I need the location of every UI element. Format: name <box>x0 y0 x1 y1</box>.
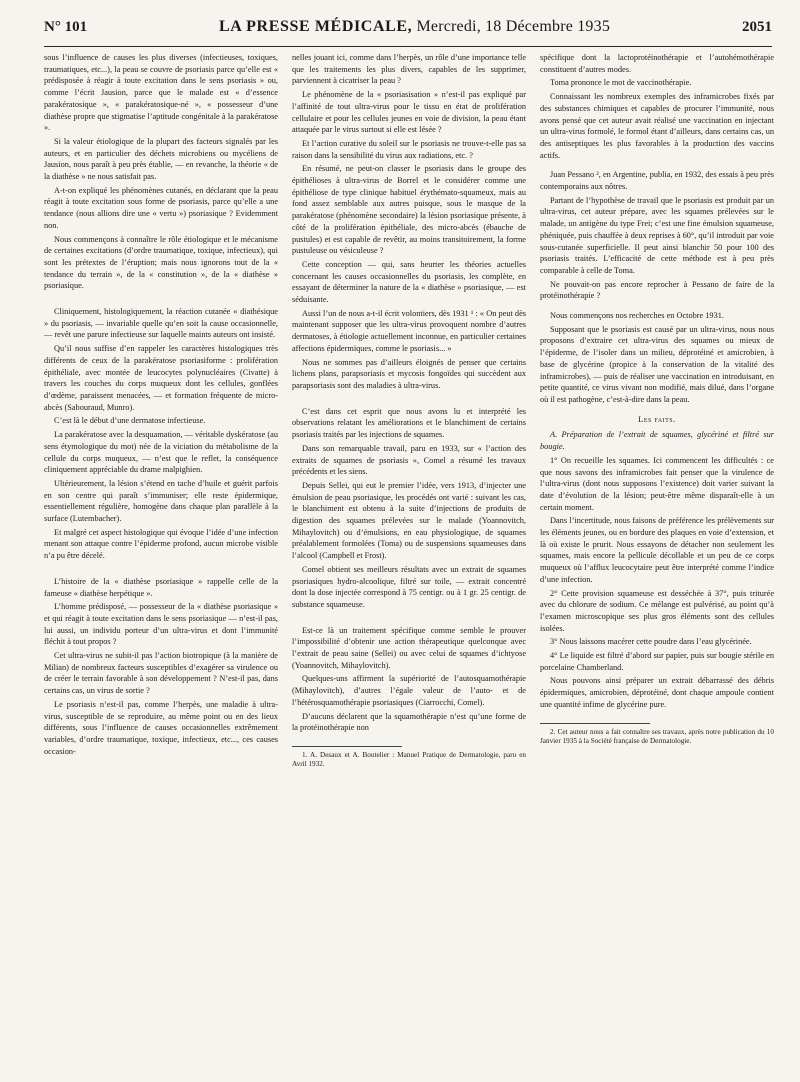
section-heading: Les faits. <box>638 414 676 424</box>
paragraph: Aussi l’un de nous a-t-il écrit volontiers, dès 1931 ¹ : « On peut dès maintenant supposer que les ultra-virus provoquent nombre d’autres dermatoses, à étiologie actuellement inconnue, en particulier certaines affections épidermiques, comme le psoriasis... » <box>292 308 526 353</box>
footnote: 1. A. Desaux et A. Boutelier : Manuel Pratique de Dermatologie, paru en Avril 1932. <box>292 750 526 769</box>
paragraph: sous l’influence de causes les plus diverses (infectieuses, toxiques, traumatiques, etc...), la peau se couvre de psoriasis parce qu’elle est « prédisposée à réagir à toute excitation dans le sens psoriasis » ou, comme l’écrit Jausion, parce que le malade est « d’essence parakératosique », « parakératosique-né », « possesseur d’une diathèse propre que stigmatise l’aptitude congénitale à la parakératose ». <box>44 53 278 133</box>
paragraph: Supposant que le psoriasis est causé par un ultra-virus, nous nous proposons d’extraire cet ultra-virus des squames ou mieux de l’épiderme, de l’isoler dans un milieu, déprotéiné et amicrobien, à base de glycérine (propice à la conservation de la vitalité des inframicrobes), — puis de réaliser une vaccination en introduisant, en petite quantité, ce virus vivant non modifié, mais dilué, dans l’organe où il est pathogène, c’est-à-dire dans la peau. <box>540 324 774 404</box>
paragraph: 4° Le liquide est filtré d’abord sur papier, puis sur bougie stérile en porcelaine Chamberland. <box>540 651 774 672</box>
footnote-divider <box>292 746 402 747</box>
paragraph: Cliniquement, histologiquement, la réaction cutanée « diathésique » du psoriasis, — invariable quelle qu’en soit la cause occasionnelle, — revêt une parure infectieuse sur laquelle maints auteurs ont insisté. <box>44 307 278 340</box>
article-columns <box>44 52 774 1074</box>
paragraph: Juan Pessano ², en Argentine, publia, en 1932, des essais à peu près contemporains aux nôtres. <box>540 170 774 192</box>
paragraph: Quelques-uns affirment la supériorité de l’autosquamothérapie (Mihaylovitch), d’autres l’égale valeur de l’auto- et de l’hétérosquamothérapie psoriasiques (Ciarrocchi, Comel). <box>292 674 526 707</box>
paragraph: Ne pouvait-on pas encore reprocher à Pessano de faire de la protéinothérapie ? <box>540 279 774 301</box>
paragraph: Cet ultra-virus ne subit-il pas l’action biotropique (à la manière de Milian) de nombreux facteurs susceptibles d’exagérer sa virulence ou de créer le terrain favorable à son développement ? N’est-il pas, dans certains cas, un virus de sortie ? <box>44 651 278 696</box>
paragraph: Dans son remarquable travail, paru en 1933, sur « l’action des extraits de squames de psoriasis », Comel a résumé les travaux précédents et les siens. <box>292 443 526 477</box>
paragraph: Et malgré cet aspect histologique qui évoque l’idée d’une infection menant son attaque contre l’épiderme profond, aucun microbe visible n’a pu être décelé. <box>44 527 278 561</box>
paragraph: Nous pouvons ainsi préparer un extrait débarrassé des débris épidermiques, amicrobien, déprotéiné, dont chaque ampoule contient une quantité infime de glycérine pure. <box>540 676 774 709</box>
paragraph: Cette conception — qui, sans heurter les théories actuelles concernant les causes occasionnelles du psoriasis, les complète, en essayant de déterminer la nature de la « diathèse » psoriasique, — est séduisante. <box>292 259 526 305</box>
subsection-heading: A. Préparation de l’extrait de squames, glycériné et filtré sur bougie. <box>540 430 774 452</box>
paragraph: Toma prononce le mot de vaccinothérapie. <box>550 78 692 88</box>
paragraph: C’est dans cet esprit que nous avons lu et interprété les observations relatant les améliorations et le blanchiment de certains psoriasis traités par les injections de squames. <box>292 406 526 440</box>
paragraph: Nous commençons nos recherches en Octobre 1931. <box>550 311 724 321</box>
paragraph: Dans l’incertitude, nous faisons de préférence les prélèvements sur les éléments jeunes, ou en bordure des plaques en voie d’extension, et là où existe le prurit. Nous essayons de détacher non seulement les squames, mais encore la pellicule décollable et un peu de ce corps muqueux où l’afflux leucocytaire peut être interprété comme l’indice d’une infection. <box>540 516 774 584</box>
paragraph: 3° Nous laissons macérer cette poudre dans l’eau glycérinée. <box>550 637 752 647</box>
issue-date: Mercredi, 18 Décembre 1935 <box>416 18 611 35</box>
paragraph: C’est là le début d’une dermatose infectieuse. <box>54 416 206 426</box>
paragraph: Le phénomène de la « psoriasisation » n’est-il pas expliqué par l’affinité de tout ultra-virus pour le tissu en état de prolifération cellulaire et pour les cellules jeunes en voie de division, la peau étant attaquée par le virus surtout si elle est lésée ? <box>292 90 526 135</box>
column-1 <box>44 52 278 1074</box>
issue-number: N° 101 <box>44 19 88 35</box>
paragraph: 2° Cette provision squameuse est desséchée à 37°, puis triturée avec du chlorure de sodium. Ce mélange est pulvérisé, au point qu’à l’examen microscopique ses plus gros éléments sont des cellules isolées. <box>540 588 774 633</box>
footnote-divider <box>540 723 650 724</box>
paragraph: L’homme prédisposé, — possesseur de la « diathèse psoriasique » et qui réagit à toute excitation dans le sens psoriasique — n’est-il pas, lui aussi, un individu porteur d’un ultra-virus et dont l’immunité fléchit à tout propos ? <box>44 602 278 647</box>
paragraph: Si la valeur étiologique de la plupart des facteurs signalés par les auteurs, et en particulier des déchets microbiens ou mycéliens de Jausion, nous paraît à peu près établie, — en revanche, la théorie « de la diathèse » ne nous satisfait pas. <box>44 136 278 182</box>
paragraph: 1° On recueille les squames. Ici commencent les difficultés : ce que nous savons des inframicrobes fait penser que la virulence de l’ultra-virus (dont nous supposons l’existence) doit varier suivant la date d’évolution de la lésion; peut-être même disparaît-elle à un certain moment. <box>540 455 774 512</box>
paragraph: Qu’il nous suffise d’en rappeler les caractères histologiques très différents de ceux de la parakératose psoriasiforme : prolifération épithéliale, avec montée de leucocytes polynucléaires (Civatte) à travers les couches du corps muqueux dont les cellules, gonflées d’œdème, paraissent menacées, — et formation fréquente de micro-abcès (Sabouraud, Munro). <box>44 344 278 412</box>
journal-title: LA PRESSE MÉDICALE, <box>219 18 413 35</box>
paragraph: Depuis Sellei, qui eut le premier l’idée, vers 1913, d’injecter une émulsion de peau psoriasique, les procédés ont varié : suivant les cas, le blanchiment est obtenu à la suite d’injections de produits de digestion des squames prélevées sur le malade (Yoannovitch, Mihaylovitch) ou d’émulsions, en eau physiologique, de squames préalablement formolées (Toma) ou de suspensions squameuses dans l’alcool (Campbell et Frost). <box>292 480 526 561</box>
paragraph: Est-ce là un traitement spécifique comme semble le prouver l’impossibilité d’obtenir une action thérapeutique quelconque avec l’extrait de peau saine (Sellei) ou avec celui de squames d’ichtyose (Yoannovitch, Mihaylovitch). <box>292 625 526 670</box>
journal-masthead <box>219 18 610 36</box>
paragraph: Le psoriasis n’est-il pas, comme l’herpès, une maladie à ultra-virus, susceptible de se reproduire, au même point ou en des lieux différents, sous l’influence de causes occasionnelles extrêmement variables, d’ordre traumatique, toxique, infectieux, etc..., ces causes occasion- <box>44 699 278 756</box>
paragraph: spécifique dont la lactoprotéinothérapie et l’autohémothérapie constituent d’autres modes. <box>540 53 774 74</box>
page-header <box>44 18 772 47</box>
page-number: 2051 <box>741 19 772 35</box>
paragraph: Comel obtient ses meilleurs résultats avec un extrait de squames psoriasiques hydro-alcoolique, filtré sur toile, — extrait concentré dont la dose injectée correspond à 75 centigr. ou à 1 gr. 25 centigr. de substance squameuse. <box>292 564 526 609</box>
paragraph: Nous commençons à connaître le rôle étiologique et le mécanisme de certaines excitations (d’ordre traumatique, toxique, infectieux), qui sont les prétextes de l’éruption; mais nous ignorons tout de la « tendance du terrain », de la « constitution », de la « diathèse » psoriasique. <box>44 234 278 291</box>
paragraph: A-t-on expliqué les phénomènes cutanés, en déclarant que la peau réagit à toute excitation sous forme de psoriasis, parce qu’elle a une tendance (nous allions dire une « vertu ») psoriasique ? Evidemment non. <box>44 185 278 230</box>
paragraph: L’histoire de la « diathèse psoriasique » rappelle celle de la fameuse « diathèse herpétique ». <box>44 576 278 598</box>
paragraph: Nous ne sommes pas d’ailleurs éloignés de penser que certains lichens plans, parapsoriasis et mycosis fongoïdes qui succèdent aux parapsoriasis sont des maladies à ultra-virus. <box>292 357 526 390</box>
paragraph: La parakératose avec la desquamation, — véritable dyskératose (au sens étymologique du mot) née de la viciation du métabolisme de la cellule du corps muqueux, — n’est que le reflet, la conséquence cliniquement appréciable du drame malpighien. <box>44 430 278 475</box>
paragraph: Et l’action curative du soleil sur le psoriasis ne trouve-t-elle pas sa raison dans la sensibilité du virus aux radiations, etc. ? <box>292 138 526 160</box>
paragraph: Connaissant les nombreux exemples des inframicrobes fixés par des substances chimiques et capables de procurer l’immunité, nous avons pensé que cet auteur avait réalisé une vaccination en injectant un ultra-virus formolé, le formol étant d’ailleurs, dans certains cas, un des antiseptiques les plus favorables à la production des vaccins actifs. <box>540 92 774 160</box>
footnote: 2. Cet auteur nous a fait connaître ses travaux, après notre publication du 10 Janvier 1935 à la Société française de Dermatologie. <box>540 727 774 745</box>
paragraph: nelles jouant ici, comme dans l’herpès, un rôle d’une importance telle que les traitements les plus divers, capables de les supprimer, parviennent à cicatriser la peau ? <box>292 53 526 86</box>
paragraph: En résumé, ne peut-on classer le psoriasis dans le groupe des épithélioses à ultra-virus de Borrel et le considérer comme une épithéliose de type clinique habituel érythémato-squameux, mais au fond assez semblable aux autres puisque, sous le masque de la parakératose (phénomène secondaire) la lésion psoriasique présente, à côté de la prolifération épithéliale, des micro-abcès (ébauche de pustules) et est capable de revêtir, au moins transitoirement, la forme pustuleuse ou vésiculeuse ? <box>292 164 526 256</box>
paragraph: Ultérieurement, la lésion s’étend en tache d’huile et guérit parfois en son centre qui paraît s’immuniser; elle reste épidermique, essentiellement régulière, homogène dans chaque plan parallèle à la surface (Lutembacher). <box>44 478 278 524</box>
paragraph: Partant de l’hypothèse de travail que le psoriasis est produit par un ultra-virus, cet auteur prépare, avec les squames prélevées sur le malade, un antigène du type Frei; c’est une fine émulsion squameuse, phéniquée, puis chauffée à deux reprises à 60°, qu’il introduit par voie sous-cutanée superficielle. Il peut ainsi blanchir 50 pour 100 des psoriasis traités. L’efficacité de cette méthode est à peu près comparable à celle de Toma. <box>540 195 774 275</box>
column-3 <box>540 52 774 1074</box>
column-2 <box>292 52 526 1074</box>
paragraph: D’aucuns déclarent que la squamothérapie n’est qu’une forme de la protéinothérapie non <box>292 711 526 733</box>
